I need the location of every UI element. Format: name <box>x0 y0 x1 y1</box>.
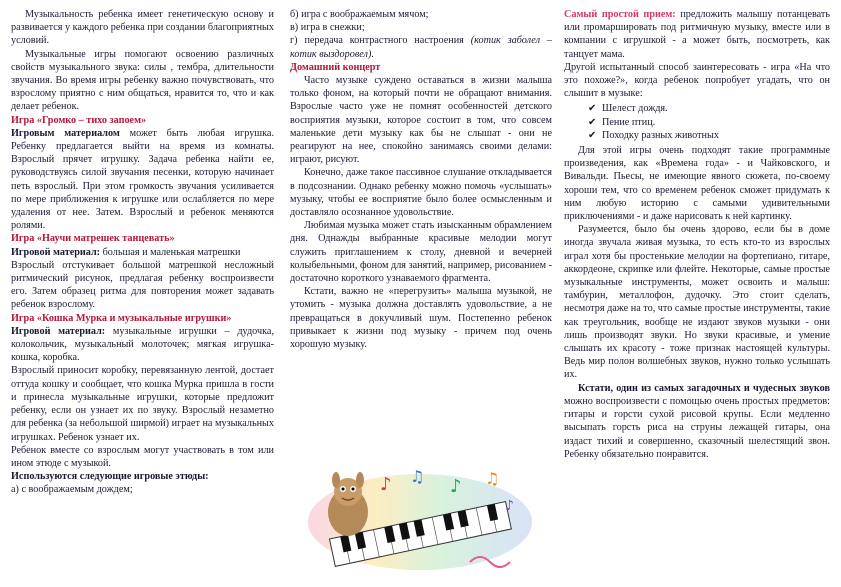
game-material-matryoshka <box>11 246 274 259</box>
etude-item-c: в) игра в снежки; <box>290 22 365 34</box>
paragraph-passive-listening: Конечно, даже такое пассивное слушание откладывается в подсознании. Однако ребенку можно помочь «услышать» музыку, чтобы ее восприятие было более осмысленным и доставляло осознанное удовольствие. <box>290 167 552 219</box>
svg-text:♫: ♫ <box>410 467 425 486</box>
game-description: может быть любая игрушка. Ребенку предлагается выйти на время из комнаты. Взрослый прячет игрушку. Задача ребенка найти ее, руководствуясь силой звучания песенки, которую начинает петь взрослый. При этом громкость звучания усиливается по мере приближения к игрушке или ослабляется по мере удаления от нее. Затем. Взрослый и ребенок меняются ролями. <box>11 127 274 232</box>
simplest-method-label: Самый простой прием: <box>564 9 676 20</box>
guess-list <box>588 102 830 142</box>
paragraph-background-music: Часто музыке суждено оставаться в жизни малыша только фоном, на который почти не обращают внимания. Взрослые часто уже не помнят особенностей детского восприятия музыки, которое состоит в том, что совсем маленькие дети музыку как бы не слышат - они не реагируют на нее, спокойно занимаясь своими делами: играют, рисуют. <box>290 75 552 166</box>
music-keyboard-illustration <box>300 462 536 578</box>
list-item <box>588 102 830 115</box>
column-left <box>11 8 274 580</box>
rice-sound-text: можно воспроизвести с помощью очень простых предметов: гитары и горсти сухой рисовой крупы. Если медленно высыпать горсть риса на струны лежащей гитары, она издаст тихий и совершенно, сказочный шелестящий звон. Ребенку обязательно понравится. <box>564 395 830 460</box>
material-label: Игровой материал: <box>11 246 101 258</box>
paragraph-intro: Музыкальность ребенка имеет генетическую основу и развивается у каждого ребенка при создании благоприятных условий. <box>11 9 274 47</box>
paragraph-dont-overload: Кстати, важно не «перегрузить» малыша музыкой, не утомить - музыка должна доставлять удовольствие, а не превращаться в докучливый шум. Постепенно ребенок привыкает к жизни под музыку - причем под очень хорошую музыку. <box>290 286 552 351</box>
simplest-method-text: предложить малышу потанцевать или промаршировать под ритмичную музыку, вместе или в компании с игрушкой - а может быть, посмотреть, как танцует мама. <box>564 9 830 60</box>
material-label: Игровой материал: <box>11 325 106 337</box>
paragraph-games: Музыкальные игры помогают освоению различных свойств музыкального звука: силы , тембра, длительности звучания. Во время игры ребенку важно почувствовать, что взрослому приятно с ним общаться, нравится то, что и как делает ребенок. <box>11 48 274 113</box>
game-text-matryoshka: Взрослый отстукивает большой матрешкой несложный ритмический рисунок, предлагая ребенку воспроизвести его. Затем образец ритма для повторения может задавать ребенок взрослому. <box>11 259 274 311</box>
game-material-cat <box>11 325 274 365</box>
etude-item-d <box>290 34 552 60</box>
material-text: большая и маленькая матрешки <box>100 246 241 258</box>
paragraph-rice-sound <box>564 382 830 461</box>
etudes-title: Используются следующие игровые этюды: <box>11 471 209 483</box>
game-text-loud-quiet <box>11 127 274 233</box>
list-item <box>588 129 830 142</box>
svg-text:♪: ♪ <box>380 474 392 495</box>
list-item-text: Шелест дождя. <box>602 103 668 115</box>
etude-item-a: а) с воображаемым дождем; <box>11 484 133 496</box>
game-text-cat: Взрослый приносит коробку, перевязанную лентой, достает оттуда кошку и сообщает, что кошка Мурка пришла в гости и принесла музыкальные игрушки, которые предложит ребенку, если он узнает их по звуку. Взрослый незаметно для ребенка (за небольшой ширмой) играет на музыкальных игрушках. Ребенок узнает их. <box>11 365 274 443</box>
game-title-matryoshka: Игра «Научи матрешек танцевать» <box>11 233 175 245</box>
etude-d-italic: (котик заболел – котик выздоровел). <box>290 35 552 60</box>
etude-d-text: г) передача контрастного настроения <box>290 35 471 47</box>
check-icon: ✔ <box>588 129 597 141</box>
check-icon: ✔ <box>588 103 597 115</box>
list-item-text: Походку разных животных <box>602 129 719 141</box>
paragraph-etude-intro: Ребенок вместе со взрослым могут участвовать в том или ином этюде с музыкой. <box>11 444 274 469</box>
game-title-loud-quiet: Игра «Громко – тихо запоем» <box>11 114 147 126</box>
list-item-text: Пение птиц. <box>602 116 656 128</box>
material-label: Игровым материалом <box>11 127 120 139</box>
material-text: музыкальные игрушки – дудочка, колокольчик, музыкальный молоточек; мягкая игрушка- кошка, коробка. <box>11 325 274 364</box>
etude-item-b: б) игра с воображаемым мячом; <box>290 9 429 20</box>
paragraph-live-music: Разумеется, было бы очень здорово, если бы в доме иногда звучала живая музыка, то есть кто-то из взрослых играл хотя бы простенькие мелодии на фортепиано, гитаре, аккордеоне, скрипке или флейте. Некоторые, самые простые музыкальные инструменты, может освоить и малыш: тамбурин, металлофон, дудочку. Это стоит сделать, несмотря даже на то, что самые простые инструменты, такие как треугольник, вообще не издают звуков музыки - они лишь производят звуки. Но звуки красивые, и умение слышать их красоту - тоже признак настоящей культуры. Ведь мир полон волшебных звуков, нужно только услышать их. <box>564 224 830 381</box>
game-title-cat: Игра «Кошка Мурка и музыкальные игрушки» <box>11 312 232 324</box>
paragraph-program-works: Для этой игры очень подходят такие программные произведения, как «Времена года» - и Чайковского, и Вивальди. Пьесы, не имеющие явного сюжета, по-своему хороши тем, что со временем ребенок сможет придумать к ним любую историю с самыми удивительными приключениями - и даже нарисовать к ней картинку. <box>564 145 830 223</box>
check-icon: ✔ <box>588 116 597 128</box>
svg-text:♪: ♪ <box>450 476 462 497</box>
rice-sound-lead: Кстати, один из самых загадочных и чудесных звуков <box>578 382 830 394</box>
home-concert-title: Домашний концерт <box>290 61 381 73</box>
paragraph-guess-game: Другой испытанный способ заинтересовать - игра «На что это похоже?», когда ребенок попробует угадать, что он слышит в музыке: <box>564 61 830 100</box>
svg-text:♪: ♪ <box>505 498 514 514</box>
column-right <box>564 8 830 580</box>
paragraph-favorite-music: Любимая музыка может стать изысканным обрамлением дня. Однажды выбранные красивые мелодии могут служить приглашением к столу, дневной и вечерней колыбельными, фоном для занятий, например, рисованием - достаточно короткого узнаваемого фрагмента. <box>290 220 552 285</box>
paragraph-simplest-method <box>564 8 830 61</box>
svg-text:♫: ♫ <box>485 469 500 488</box>
list-item <box>588 116 830 129</box>
